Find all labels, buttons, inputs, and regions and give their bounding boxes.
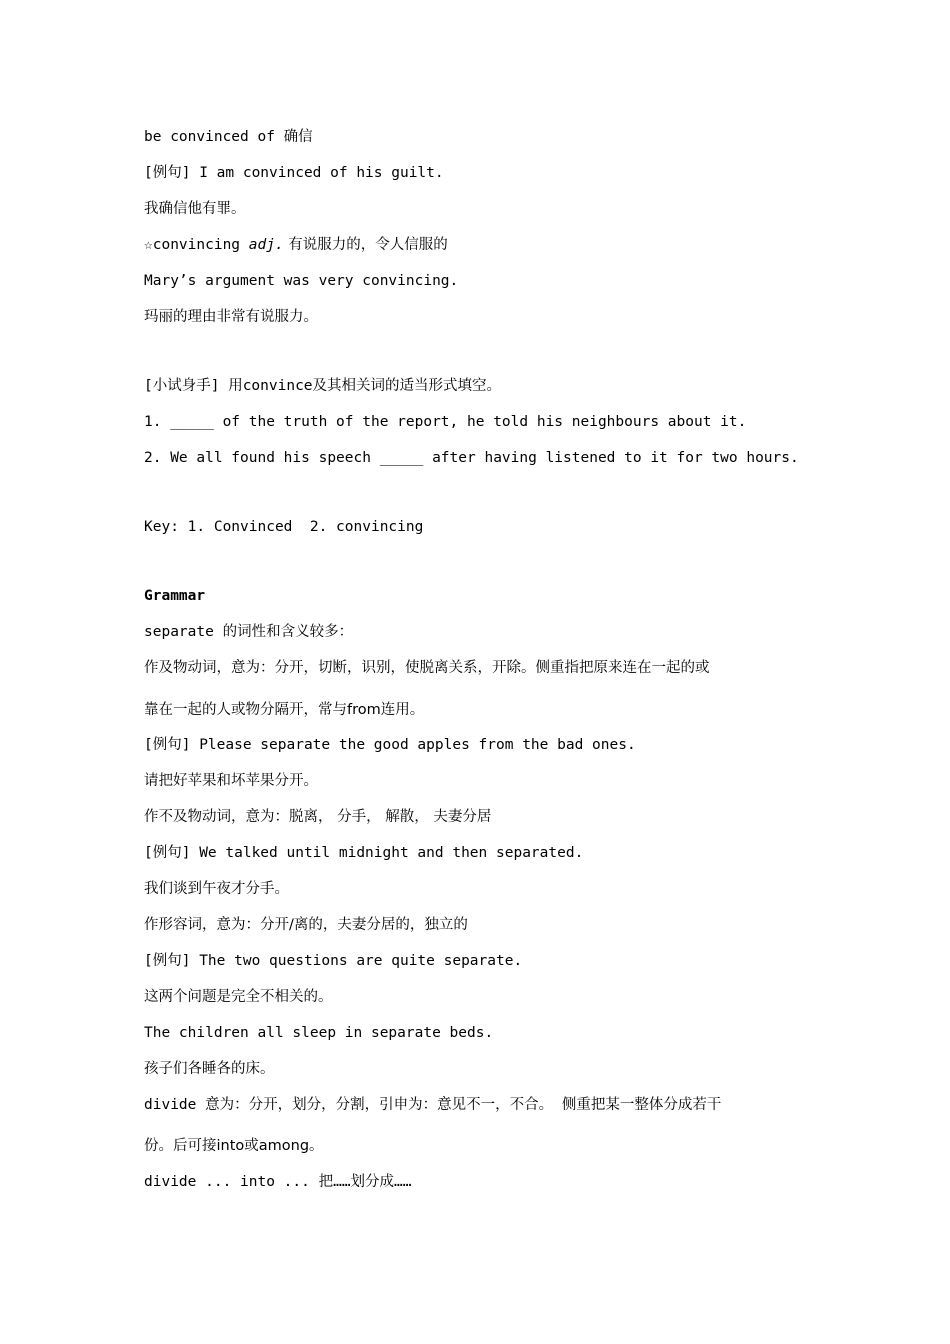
exercise-item-2: 2. We all found his speech _____ after having listened to it for two hours. (144, 450, 799, 466)
grammar-paragraph: divide 意为：分开，划分，分割，引申为：意见不一，不合。 侧重把某一整体分成若干 (144, 1097, 722, 1113)
translation: 孩子们各睡各的床。 (144, 1061, 275, 1077)
exercise-heading: [小试身手] 用convince及其相关词的适当形式填空。 (144, 378, 502, 394)
translation: 这两个问题是完全不相关的。 (144, 989, 333, 1005)
grammar-intro: separate 的词性和含义较多： (144, 624, 354, 640)
translation: 玛丽的理由非常有说服力。 (144, 309, 318, 325)
example-sentence: The children all sleep in separate beds. (144, 1025, 494, 1041)
grammar-paragraph: 作形容词，意为：分开/离的，夫妻分居的，独立的 (144, 917, 468, 933)
phrase-divide-into: divide ... into ... 把……划分成…… (144, 1174, 412, 1190)
grammar-paragraph: 作及物动词，意为：分开，切断，识别，使脱离关系，开除。侧重指把原来连在一起的或 (144, 660, 710, 676)
grammar-paragraph: 作不及物动词，意为：脱离， 分手， 解散， 夫妻分居 (144, 809, 492, 825)
section-heading-grammar: Grammar (144, 588, 206, 604)
part-of-speech: adj. (248, 237, 284, 253)
entry-word: ☆convincing (144, 237, 249, 253)
example-sentence: [例句] I am convinced of his guilt. (144, 165, 444, 181)
example-sentence: [例句] The two questions are quite separate. (144, 953, 523, 969)
translation: 我确信他有罪。 (144, 201, 246, 217)
phrase-be-convinced-of: be convinced of 确信 (144, 129, 313, 145)
example-sentence: [例句] We talked until midnight and then separated. (144, 845, 584, 861)
translation: 我们谈到午夜才分手。 (144, 881, 289, 897)
grammar-paragraph: 靠在一起的人或物分隔开，常与from连用。 (144, 702, 425, 718)
exercise-item-1: 1. _____ of the truth of the report, he told his neighbours about it. (144, 414, 747, 430)
example-sentence: [例句] Please separate the good apples from the bad ones. (144, 737, 636, 753)
grammar-paragraph: 份。后可接into或among。 (144, 1138, 324, 1154)
example-sentence: Mary’s argument was very convincing. (144, 273, 459, 289)
answer-key: Key: 1. Convinced 2. convincing (144, 519, 424, 535)
translation: 请把好苹果和坏苹果分开。 (144, 773, 318, 789)
word-entry-convincing (144, 235, 448, 255)
entry-meaning: 有说服力的，令人信服的 (283, 237, 448, 253)
